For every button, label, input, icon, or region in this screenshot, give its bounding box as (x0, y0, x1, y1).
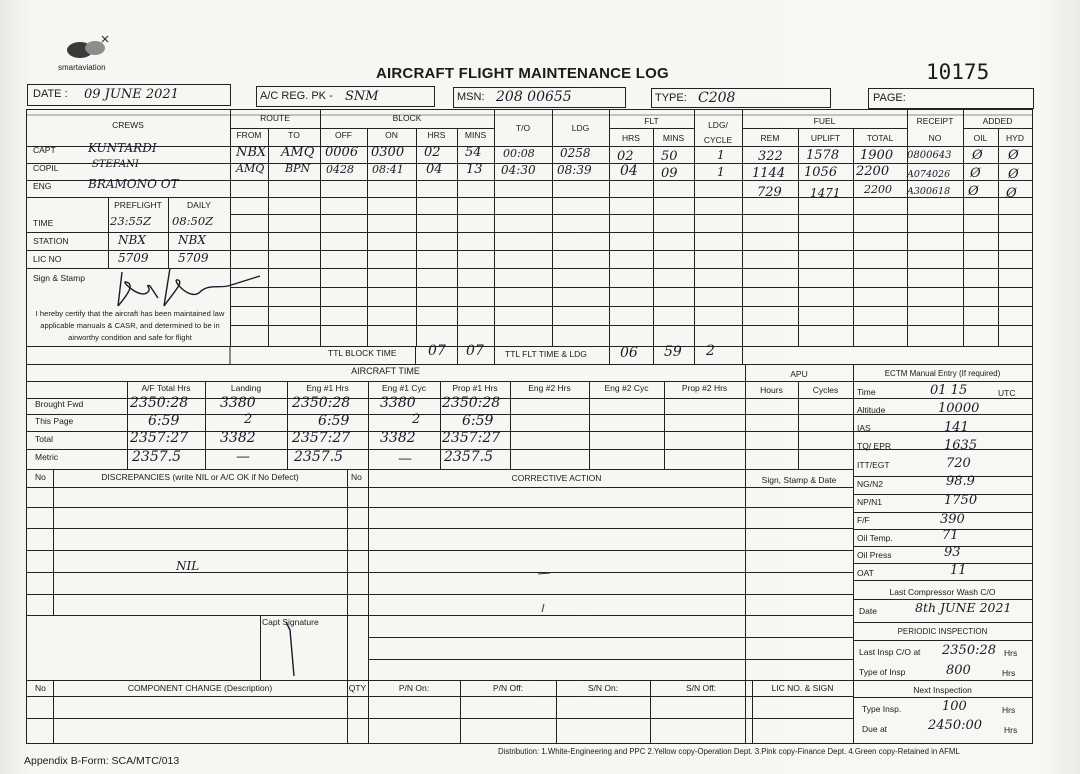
due-at-value[interactable]: 2450:00 (928, 718, 983, 733)
flight-block-mins[interactable]: 54 (465, 145, 482, 160)
added-hyd[interactable]: Ø (1008, 148, 1019, 163)
type-insp-label: Type of Insp (859, 667, 906, 677)
metric-label: Metric (35, 452, 59, 462)
oil-header: OIL (973, 133, 988, 143)
metric-landing[interactable]: — (236, 449, 250, 465)
compressor-date-label: Date (859, 606, 877, 616)
this-page-prop1[interactable]: 6:59 (462, 413, 494, 429)
reg-value: SNM (345, 89, 379, 104)
flight-ldg[interactable]: 0258 (560, 146, 591, 160)
next-inspection-title: Next Inspection (913, 685, 972, 695)
metric-af[interactable]: 2357.5 (132, 449, 181, 465)
route-header: ROUTE (260, 113, 290, 123)
to-header: TO (288, 130, 300, 140)
added-header: ADDED (982, 116, 1013, 126)
flight-ldg[interactable]: 08:39 (557, 163, 592, 177)
serial-number: 10175 (926, 60, 990, 84)
flight-cycle[interactable]: 1 (717, 148, 725, 162)
this-page-label: This Page (35, 416, 74, 426)
fuel-rem[interactable]: 1144 (752, 166, 786, 181)
block-mins-header: MINS (464, 130, 487, 140)
compressor-wash-title: Last Compressor Wash C/O (889, 587, 996, 597)
flt-mins-header: MINS (662, 133, 685, 143)
type-insp-value[interactable]: 800 (946, 663, 971, 678)
from-header: FROM (236, 130, 262, 140)
sign-stamp-label: Sign & Stamp (33, 273, 85, 283)
ectm-title: ECTM Manual Entry (If required) (884, 369, 1001, 378)
msn-field[interactable]: MSN: 208 00655 (453, 87, 626, 108)
preflight-label: PREFLIGHT (114, 200, 162, 210)
flight-takeoff[interactable]: 04:30 (501, 163, 536, 177)
ectm-ng-value[interactable]: 98.9 (946, 474, 975, 489)
ectm-time-label: Time (857, 387, 876, 397)
capt-signature-label: Capt Signature (262, 617, 319, 627)
total-af[interactable]: 2357:27 (130, 430, 189, 446)
crews-header: CREWS (112, 120, 144, 130)
last-insp-value[interactable]: 2350:28 (942, 643, 997, 658)
brought-fwd-landing[interactable]: 3380 (220, 395, 256, 411)
flight-block-hrs[interactable]: 02 (424, 145, 441, 160)
date-field[interactable]: DATE : 09 JUNE 2021 (27, 84, 231, 106)
ectm-oil-press-value[interactable]: 93 (944, 545, 961, 560)
type-field[interactable]: TYPE: C208 (651, 88, 831, 108)
metric-prop1[interactable]: 2357.5 (444, 449, 493, 465)
ectm-time-unit: UTC (998, 388, 1016, 398)
off-header: OFF (335, 130, 352, 140)
next-type-value[interactable]: 100 (942, 699, 967, 714)
distribution-note: Distribution: 1.White-Engineering and PPC 2.Yellow copy-Operation Dept. 3.Pink copy-Finance Dept. 4.Green copy-Retained in AFML (498, 747, 960, 756)
flt-header: FLT (644, 116, 659, 126)
ectm-oat-value[interactable]: 11 (950, 563, 967, 578)
fuel-receipt[interactable]: 0800643 (907, 150, 952, 161)
block-hrs-header: HRS (427, 130, 446, 140)
hyd-header: HYD (1006, 133, 1024, 143)
ectm-itt-label: ITT/EGT (857, 460, 890, 470)
fuel-total[interactable]: 2200 (864, 183, 892, 196)
this-page-eng1[interactable]: 6:59 (318, 413, 350, 429)
brought-fwd-eng1[interactable]: 2350:28 (292, 395, 351, 411)
eng-value[interactable]: BRAMONO OT (88, 177, 179, 191)
component-change-header: COMPONENT CHANGE (Description) (127, 683, 273, 693)
ttl-flt-hrs[interactable]: 06 (620, 345, 638, 361)
corrective-no-header: No (351, 472, 362, 482)
next-type-unit: Hrs (1002, 705, 1016, 715)
fuel-receipt[interactable]: A300618 (907, 186, 951, 197)
ectm-altitude-value[interactable]: 10000 (938, 401, 980, 416)
preflight-lic[interactable]: 5709 (118, 251, 149, 265)
flight-off[interactable]: 0006 (325, 145, 359, 160)
eng2-cyc-header: Eng #2 Cyc (604, 383, 649, 393)
total-eng1[interactable]: 2357:27 (292, 430, 351, 446)
capt-signature-mark-icon (270, 616, 310, 680)
pn-on-header: P/N On: (398, 683, 430, 693)
station-label: STATION (33, 236, 69, 246)
preflight-station[interactable]: NBX (118, 233, 146, 247)
flight-off[interactable]: 0428 (326, 163, 354, 176)
preflight-time[interactable]: 23:55Z (110, 214, 152, 228)
msn-value: 208 00655 (496, 89, 572, 105)
corrective-action-header: CORRECTIVE ACTION (511, 473, 602, 483)
capt-label: CAPT (33, 145, 56, 155)
rem-header: REM (760, 133, 780, 143)
total-eng1-cyc[interactable]: 3382 (380, 430, 416, 446)
crew-signature-scribble-icon (100, 262, 270, 312)
compressor-date-value[interactable]: 8th JUNE 2021 (915, 600, 1012, 615)
added-hyd[interactable]: Ø (1008, 167, 1019, 182)
form-title: AIRCRAFT FLIGHT MAINTENANCE LOG (376, 65, 669, 82)
flight-mins[interactable]: 50 (661, 149, 678, 164)
this-page-eng1-cyc[interactable]: 2 (412, 412, 421, 427)
lic-sign-header: LIC NO. & SIGN (771, 683, 834, 693)
daily-lic[interactable]: 5709 (178, 251, 209, 265)
periodic-inspection-title: PERIODIC INSPECTION (897, 627, 988, 636)
logo-text: smartaviation (58, 63, 106, 72)
discrepancy-entry[interactable]: NIL (176, 559, 200, 573)
ectm-ias-value[interactable]: 141 (944, 420, 969, 435)
pn-off-header: P/N Off: (492, 683, 524, 693)
eng-label: ENG (33, 181, 52, 191)
metric-eng1[interactable]: 2357.5 (294, 449, 343, 465)
brought-fwd-eng1-cyc[interactable]: 3380 (380, 395, 416, 411)
fuel-uplift[interactable]: 1578 (806, 148, 840, 163)
added-hyd[interactable]: Ø (1006, 186, 1017, 201)
apu-hours-header: Hours (760, 385, 783, 395)
component-no-header: No (35, 683, 46, 693)
total-header: TOTAL (866, 133, 894, 143)
aircraft-time-title: AIRCRAFT TIME (351, 366, 420, 376)
fuel-total[interactable]: 2200 (856, 164, 890, 179)
next-type-label: Type Insp. (862, 704, 902, 714)
ectm-oat-label: OAT (857, 568, 874, 578)
added-oil[interactable]: Ø (968, 184, 979, 199)
date-value: 09 JUNE 2021 (84, 87, 179, 102)
added-oil[interactable]: Ø (972, 148, 983, 163)
flight-hrs[interactable]: 02 (617, 149, 634, 164)
fuel-uplift[interactable]: 1056 (804, 165, 838, 180)
ectm-oil-temp-label: Oil Temp. (857, 533, 893, 543)
ttl-block-mins[interactable]: 07 (466, 343, 484, 359)
apu-title: APU (790, 369, 808, 379)
flight-from[interactable]: NBX (236, 145, 267, 160)
corrective-dash-marks-icon (530, 560, 570, 620)
due-at-unit: Hrs (1004, 725, 1018, 735)
last-insp-label: Last Insp C/O at (859, 647, 921, 657)
total-landing[interactable]: 3382 (220, 430, 256, 446)
brought-fwd-af[interactable]: 2350:28 (130, 395, 189, 411)
receipt-no-header: NO (928, 133, 942, 143)
flight-to[interactable]: BPN (285, 162, 311, 175)
ectm-tq-label: TQ/ EPR (857, 441, 892, 451)
ectm-ng-label: NG/N2 (857, 479, 883, 489)
ectm-oil-press-label: Oil Press (857, 550, 892, 560)
eng2-hrs-header: Eng #2 Hrs (528, 383, 571, 393)
total-label: Total (35, 434, 53, 444)
flight-to[interactable]: AMQ (281, 145, 315, 160)
ttl-flt-mins[interactable]: 59 (664, 344, 682, 360)
capt-value[interactable]: KUNTARDI (88, 141, 157, 155)
brought-fwd-prop1[interactable]: 2350:28 (442, 395, 501, 411)
daily-label: DAILY (187, 200, 211, 210)
discrepancy-header: DISCREPANCIES (write NIL or A/C OK if No Defect) (101, 472, 299, 482)
ttl-ldg[interactable]: 2 (706, 343, 715, 359)
fuel-rem[interactable]: 729 (757, 185, 782, 200)
type-insp-unit: Hrs (1002, 668, 1016, 678)
total-prop1[interactable]: 2357:27 (442, 430, 501, 446)
flight-block-hrs[interactable]: 04 (426, 162, 443, 177)
copil-value[interactable]: STEFANI (92, 159, 139, 170)
fuel-header: FUEL (813, 116, 836, 126)
ldg-cycle-header: LDG/ CYCLE (703, 120, 733, 145)
receipt-header: RECEIPT (916, 116, 954, 126)
reg-field[interactable]: A/C REG. PK - SNM (256, 86, 435, 107)
type-value: C208 (698, 90, 736, 106)
ectm-tq-value[interactable]: 1635 (944, 438, 978, 453)
daily-time[interactable]: 08:50Z (172, 214, 214, 228)
flight-block-mins[interactable]: 13 (466, 162, 483, 177)
ectm-oil-temp-value[interactable]: 71 (942, 528, 959, 543)
eng1-cyc-header: Eng #1 Cyc (382, 383, 426, 393)
page-field[interactable]: PAGE: (868, 88, 1034, 109)
flt-hrs-header: HRS (622, 133, 640, 143)
prop1-hrs-header: Prop #1 Hrs (452, 383, 498, 393)
ttl-block-hrs[interactable]: 07 (428, 343, 446, 359)
flight-mins[interactable]: 09 (661, 166, 678, 181)
copil-label: COPIL (33, 163, 59, 173)
time-label: TIME (33, 218, 54, 228)
af-total-hrs-header: A/F Total Hrs (141, 383, 191, 393)
flight-from[interactable]: AMQ (236, 162, 265, 175)
this-page-landing[interactable]: 2 (244, 412, 253, 427)
flight-hrs[interactable]: 04 (620, 163, 638, 179)
flight-on[interactable]: 08:41 (372, 163, 404, 176)
certification-text: I hereby certify that the aircraft has been maintained law applicable manuals & CASR, and determined to be in airworthy condition and safe for flight (35, 309, 225, 342)
form-reference: Appendix B-Form: SCA/MTC/013 (24, 755, 180, 767)
flight-on[interactable]: 0300 (371, 145, 405, 160)
added-oil[interactable]: Ø (970, 166, 981, 181)
lic-no-label: LIC NO (33, 254, 62, 264)
ectm-ff-label: F/F (857, 515, 870, 525)
sn-on-header: S/N On: (587, 683, 619, 693)
landing-header: Landing (230, 383, 262, 393)
ectm-np-value[interactable]: 1750 (944, 493, 978, 508)
ectm-itt-value[interactable]: 720 (946, 456, 971, 471)
ectm-altitude-label: Altitude (857, 405, 886, 415)
fuel-total[interactable]: 1900 (860, 148, 894, 163)
ldg-header: LDG (571, 123, 590, 133)
prop2-hrs-header: Prop #2 Hrs (681, 383, 728, 393)
sign-stamp-date-header: Sign, Stamp & Date (761, 475, 837, 485)
ttl-flt-label: TTL FLT TIME & LDG (505, 349, 587, 359)
due-at-label: Due at (862, 724, 888, 734)
ectm-ias-label: IAS (857, 423, 871, 433)
eng1-hrs-header: Eng #1 Hrs (306, 383, 349, 393)
block-header: BLOCK (392, 113, 422, 123)
ttl-block-label: TTL BLOCK TIME (328, 348, 397, 358)
takeoff-header: T/O (515, 123, 531, 133)
fuel-uplift[interactable]: 1471 (810, 186, 841, 200)
flight-cycle[interactable]: 1 (717, 165, 725, 179)
ectm-np-label: NP/N1 (857, 497, 883, 507)
apu-cycles-header: Cycles (812, 385, 839, 395)
ectm-time-value[interactable]: 01 15 (930, 383, 968, 398)
fuel-rem[interactable]: 322 (758, 149, 783, 164)
sn-off-header: S/N Off: (685, 683, 717, 693)
last-insp-unit: Hrs (1004, 648, 1018, 658)
discrepancy-no-header: No (35, 472, 46, 482)
fuel-receipt[interactable]: A074026 (907, 169, 951, 180)
qty-header: QTY (348, 683, 367, 693)
daily-station[interactable]: NBX (178, 233, 206, 247)
uplift-header: UPLIFT (810, 133, 841, 143)
this-page-af[interactable]: 6:59 (148, 413, 180, 429)
on-header: ON (385, 130, 398, 140)
brought-fwd-label: Brought Fwd (35, 399, 84, 409)
flight-takeoff[interactable]: 00:08 (503, 147, 535, 160)
metric-eng1-cyc[interactable]: — (398, 451, 412, 467)
ectm-ff-value[interactable]: 390 (940, 512, 965, 527)
